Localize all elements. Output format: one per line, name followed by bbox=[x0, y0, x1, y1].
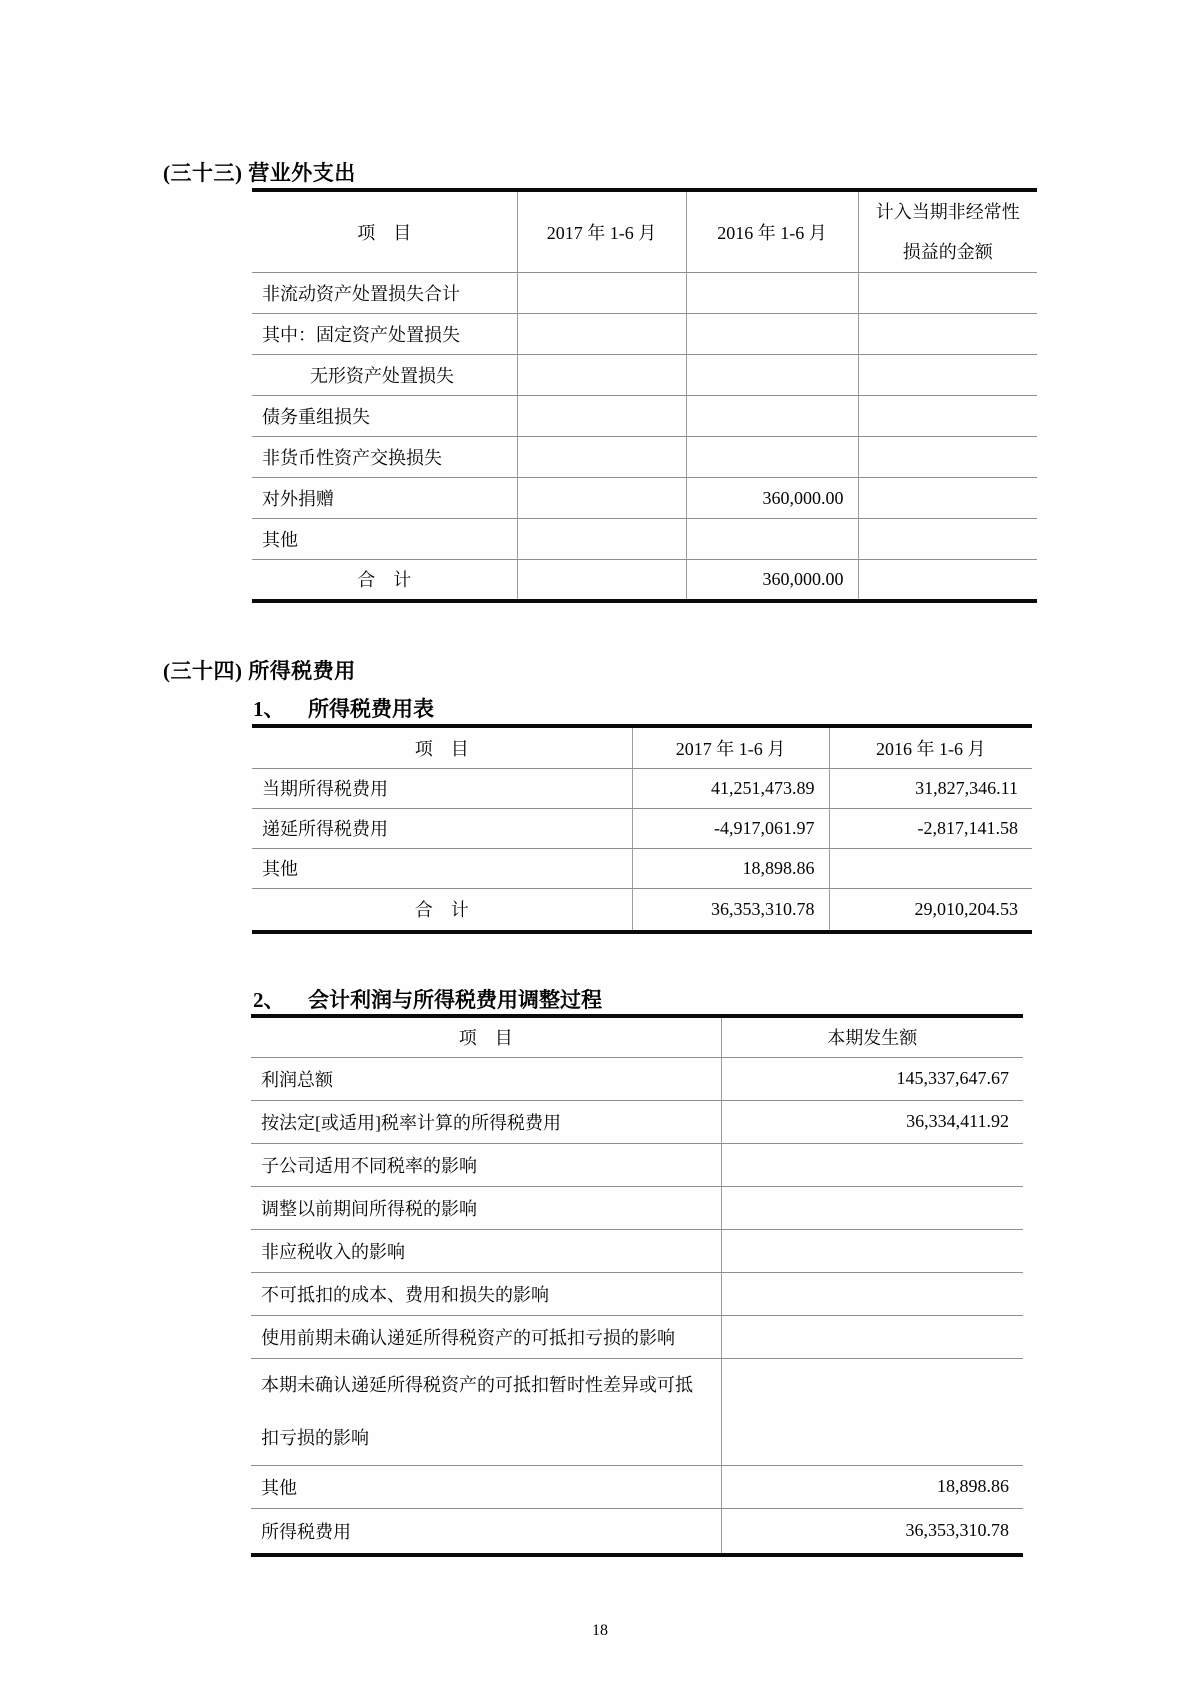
table-row bbox=[252, 355, 1037, 396]
cell-value bbox=[686, 314, 858, 355]
table-row bbox=[252, 888, 1032, 932]
cell-value bbox=[517, 314, 686, 355]
table-row bbox=[251, 1272, 1023, 1315]
column-header-2017: 2017 年 1-6 月 bbox=[517, 190, 686, 273]
row-label: 非货币性资产交换损失 bbox=[252, 437, 517, 478]
income-tax-expense-table bbox=[252, 724, 1032, 934]
table-row bbox=[252, 560, 1037, 601]
column-header-item: 项 目 bbox=[252, 726, 632, 768]
page-number: 18 bbox=[592, 1622, 608, 1639]
table-row bbox=[251, 1508, 1023, 1555]
cell-value bbox=[721, 1186, 1023, 1229]
cell-value: 360,000.00 bbox=[686, 560, 858, 601]
cell-value: 36,334,411.92 bbox=[721, 1100, 1023, 1143]
cell-value bbox=[858, 478, 1037, 519]
cell-value: 29,010,204.53 bbox=[829, 888, 1032, 932]
table-row bbox=[252, 396, 1037, 437]
cell-value: 18,898.86 bbox=[632, 848, 829, 888]
row-label: 对外捐赠 bbox=[252, 478, 517, 519]
table-row bbox=[251, 1186, 1023, 1229]
cell-value bbox=[858, 519, 1037, 560]
cell-value bbox=[517, 478, 686, 519]
row-label: 其他 bbox=[252, 519, 517, 560]
section-34-heading: (三十四) 所得税费用 bbox=[163, 659, 356, 683]
cell-value: 36,353,310.78 bbox=[632, 888, 829, 932]
table-row bbox=[251, 1100, 1023, 1143]
cell-value: 31,827,346.11 bbox=[829, 768, 1032, 808]
cell-value bbox=[829, 848, 1032, 888]
row-label: 使用前期未确认递延所得税资产的可抵扣亏损的影响 bbox=[251, 1315, 721, 1358]
table-row bbox=[251, 1057, 1023, 1100]
cell-value: 41,251,473.89 bbox=[632, 768, 829, 808]
cell-value bbox=[721, 1143, 1023, 1186]
cell-value bbox=[858, 355, 1037, 396]
subsection-2-heading bbox=[253, 984, 602, 1014]
subsection-1-title: 所得税费用表 bbox=[308, 697, 434, 721]
row-label: 当期所得税费用 bbox=[252, 768, 632, 808]
row-label: 无形资产处置损失 bbox=[252, 355, 517, 396]
table-row bbox=[252, 478, 1037, 519]
row-label: 合 计 bbox=[252, 888, 632, 932]
row-label: 其他 bbox=[251, 1465, 721, 1508]
cell-value bbox=[721, 1229, 1023, 1272]
cell-value bbox=[721, 1315, 1023, 1358]
row-label: 按法定[或适用]税率计算的所得税费用 bbox=[251, 1100, 721, 1143]
table-row bbox=[252, 273, 1037, 314]
column-header-2017: 2017 年 1-6 月 bbox=[632, 726, 829, 768]
row-label: 利润总额 bbox=[251, 1057, 721, 1100]
row-label: 不可抵扣的成本、费用和损失的影响 bbox=[251, 1272, 721, 1315]
table-row bbox=[251, 1143, 1023, 1186]
row-label: 子公司适用不同税率的影响 bbox=[251, 1143, 721, 1186]
subsection-2-index: 2、 bbox=[253, 988, 285, 1012]
subsection-1-index: 1、 bbox=[253, 697, 285, 721]
cell-value bbox=[858, 314, 1037, 355]
table-row bbox=[252, 768, 1032, 808]
non-operating-expenses-table bbox=[252, 188, 1037, 603]
cell-value bbox=[517, 519, 686, 560]
cell-value: 360,000.00 bbox=[686, 478, 858, 519]
cell-value: -2,817,141.58 bbox=[829, 808, 1032, 848]
table-row bbox=[251, 1358, 1023, 1465]
row-label: 递延所得税费用 bbox=[252, 808, 632, 848]
row-label: 合 计 bbox=[252, 560, 517, 601]
cell-value bbox=[721, 1358, 1023, 1465]
column-header-nonrecurring bbox=[858, 190, 1037, 273]
row-label: 非应税收入的影响 bbox=[251, 1229, 721, 1272]
tax-reconciliation-table bbox=[251, 1014, 1023, 1557]
row-label: 调整以前期间所得税的影响 bbox=[251, 1186, 721, 1229]
table-row bbox=[252, 848, 1032, 888]
table-row bbox=[252, 437, 1037, 478]
column-header-nonrecurring-line2: 损益的金额 bbox=[902, 242, 993, 262]
row-label: 本期未确认递延所得税资产的可抵扣暂时性差异或可抵扣亏损的影响 bbox=[251, 1358, 721, 1465]
row-label: 债务重组损失 bbox=[252, 396, 517, 437]
cell-value bbox=[858, 560, 1037, 601]
table-header-row bbox=[252, 190, 1037, 273]
table-row bbox=[252, 314, 1037, 355]
cell-value bbox=[517, 560, 686, 601]
cell-value bbox=[686, 355, 858, 396]
cell-value: 36,353,310.78 bbox=[721, 1508, 1023, 1555]
table-header-row bbox=[252, 726, 1032, 768]
column-header-current-amount: 本期发生额 bbox=[721, 1016, 1023, 1057]
table-row bbox=[251, 1465, 1023, 1508]
cell-value bbox=[517, 273, 686, 314]
table-row bbox=[252, 519, 1037, 560]
section-33-heading: (三十三) 营业外支出 bbox=[163, 161, 356, 185]
cell-value bbox=[686, 273, 858, 314]
column-header-2016: 2016 年 1-6 月 bbox=[829, 726, 1032, 768]
table-header-row bbox=[251, 1016, 1023, 1057]
cell-value bbox=[517, 396, 686, 437]
cell-value: -4,917,061.97 bbox=[632, 808, 829, 848]
table-row bbox=[252, 808, 1032, 848]
cell-value bbox=[686, 396, 858, 437]
column-header-2016: 2016 年 1-6 月 bbox=[686, 190, 858, 273]
table-row bbox=[251, 1315, 1023, 1358]
cell-value bbox=[686, 519, 858, 560]
column-header-item: 项 目 bbox=[251, 1016, 721, 1057]
row-label: 其他 bbox=[252, 848, 632, 888]
table-row bbox=[251, 1229, 1023, 1272]
cell-value bbox=[858, 273, 1037, 314]
cell-value bbox=[686, 437, 858, 478]
column-header-item: 项 目 bbox=[252, 190, 517, 273]
cell-value bbox=[517, 355, 686, 396]
cell-value bbox=[721, 1272, 1023, 1315]
cell-value: 145,337,647.67 bbox=[721, 1057, 1023, 1100]
subsection-1-heading bbox=[253, 693, 434, 723]
subsection-2-title: 会计利润与所得税费用调整过程 bbox=[308, 988, 602, 1012]
row-label: 其中：固定资产处置损失 bbox=[252, 314, 517, 355]
column-header-nonrecurring-line1: 计入当期非经常性 bbox=[875, 202, 1020, 222]
row-label: 所得税费用 bbox=[251, 1508, 721, 1555]
cell-value bbox=[858, 437, 1037, 478]
cell-value: 18,898.86 bbox=[721, 1465, 1023, 1508]
cell-value bbox=[858, 396, 1037, 437]
row-label: 非流动资产处置损失合计 bbox=[252, 273, 517, 314]
cell-value bbox=[517, 437, 686, 478]
